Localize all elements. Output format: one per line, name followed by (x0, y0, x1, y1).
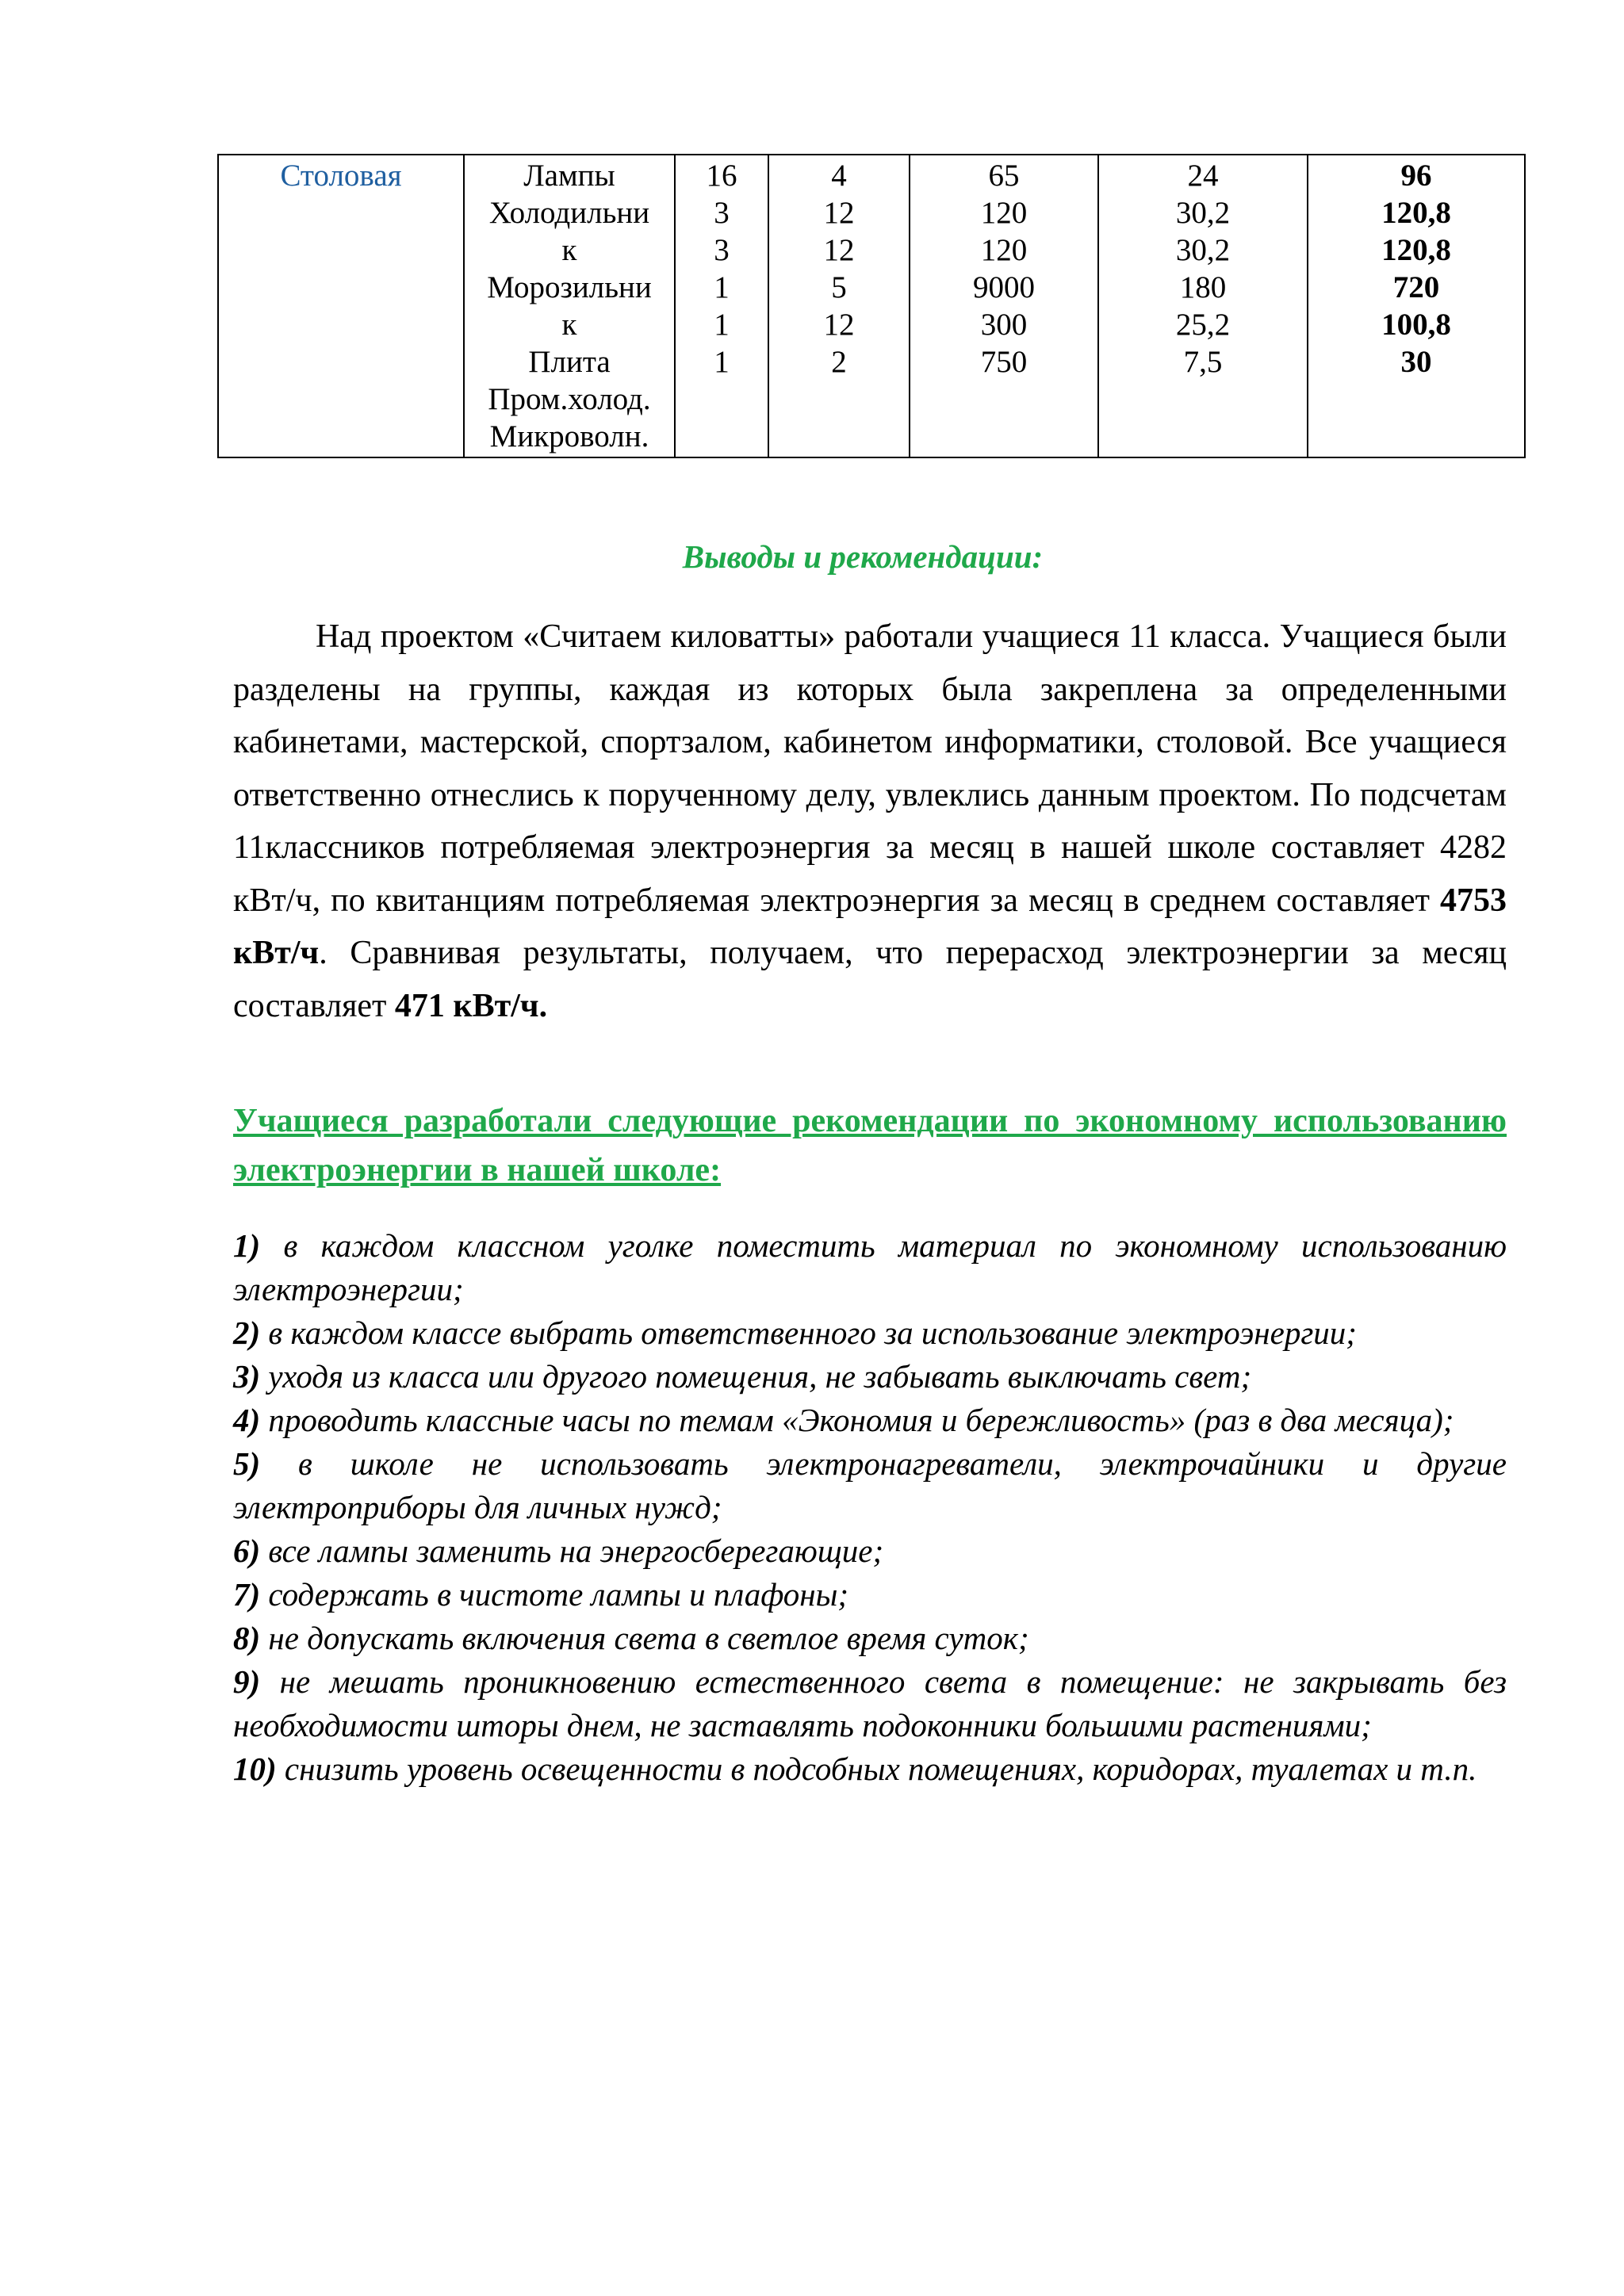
daily-value: 30,2 (1175, 233, 1231, 267)
summary-bold-value: 471 кВт/ч. (394, 987, 548, 1024)
item-text: в каждом классе выбрать ответственного за использование электроэнергии; (260, 1314, 1357, 1351)
list-item (233, 1617, 1507, 1660)
item-text: уходя из класса или другого помещения, не забывать выключать свет; (260, 1358, 1252, 1395)
daily-value: 180 (1179, 270, 1227, 304)
device-name: к (561, 308, 577, 342)
power-value: 300 (980, 308, 1028, 342)
hours-value: 5 (831, 270, 847, 304)
device-name: Лампы (523, 159, 615, 193)
list-item (233, 1311, 1507, 1355)
summary-text: . Сравнивая результаты, получаем, что перерасход электроэнергии за месяц составляет (233, 935, 1507, 1024)
daily-cell (1098, 155, 1308, 457)
total-value: 96 (1400, 159, 1432, 193)
list-item (233, 1660, 1507, 1747)
summary-text: Над проектом «Считаем киловатты» работали учащиеся 11 класса. Учащиеся были разделены на группы, каждая из которых была закреплена за определенными кабинетами, мастерской, спортзалом, кабинетом информатики, столовой. Все учащиеся ответственно отнеслись к порученному делу, увлеклись данным проектом. По подсчетам 11классников потребляемая электроэнергия за месяц в нашей школе составляет 4282 кВт/ч, по квитанциям потребляемая электроэнергия за месяц в среднем составляет (233, 618, 1507, 919)
daily-value: 7,5 (1183, 345, 1223, 379)
power-value: 120 (980, 196, 1028, 230)
item-number: 8) (233, 1620, 261, 1656)
recommendations-list (233, 1224, 1507, 1791)
count-value: 3 (714, 196, 730, 230)
summary-paragraph (233, 610, 1507, 1032)
daily-value: 30,2 (1175, 196, 1231, 230)
hours-value: 2 (831, 345, 847, 379)
count-value: 1 (714, 308, 730, 342)
hours-value: 4 (831, 159, 847, 193)
count-cell (675, 155, 768, 457)
room-name: Столовая (280, 159, 402, 193)
device-name: Холодильни (488, 196, 650, 230)
item-number: 6) (233, 1533, 261, 1569)
power-value: 65 (988, 159, 1020, 193)
item-text: в школе не использовать электронагреватели, электрочайники и другие электроприборы для личных нужд; (233, 1445, 1507, 1525)
hours-cell (768, 155, 910, 457)
count-value: 3 (714, 233, 730, 267)
power-value: 750 (980, 345, 1028, 379)
item-text: снизить уровень освещенности в подсобных помещениях, коридорах, туалетах и т.п. (276, 1751, 1477, 1787)
device-name: Морозильни (487, 270, 652, 304)
total-value: 720 (1392, 270, 1440, 304)
item-number: 4) (233, 1402, 261, 1438)
room-cell (218, 155, 464, 457)
item-text: не допускать включения света в светлое время суток; (260, 1620, 1029, 1656)
summary-bold-value: 4753 кВт/ч (233, 882, 1507, 971)
list-item (233, 1224, 1507, 1311)
item-number: 3) (233, 1358, 261, 1395)
total-value: 30 (1400, 345, 1432, 379)
power-value: 120 (980, 233, 1028, 267)
total-value: 120,8 (1381, 196, 1451, 230)
power-cell (910, 155, 1098, 457)
hours-value: 12 (823, 233, 855, 267)
item-text: проводить классные часы по темам «Экономия и бережливость» (раз в два месяца); (260, 1402, 1454, 1438)
total-cell (1308, 155, 1525, 457)
device-name: Микроволн. (489, 419, 649, 453)
daily-value: 24 (1187, 159, 1219, 193)
device-name: к (561, 233, 577, 267)
list-item (233, 1573, 1507, 1617)
item-number: 7) (233, 1576, 261, 1613)
list-item (233, 1355, 1507, 1399)
item-text: все лампы заменить на энергосберегающие; (260, 1533, 884, 1569)
count-value: 16 (706, 159, 737, 193)
list-item (233, 1399, 1507, 1442)
total-value: 120,8 (1381, 233, 1451, 267)
hours-value: 12 (823, 196, 855, 230)
item-number: 5) (233, 1445, 261, 1482)
list-item (233, 1529, 1507, 1573)
hours-value: 12 (823, 308, 855, 342)
item-text: содержать в чистоте лампы и плафоны; (260, 1576, 849, 1613)
device-name: Пром.холод. (488, 382, 651, 416)
count-value: 1 (714, 270, 730, 304)
total-value: 100,8 (1381, 308, 1451, 342)
table-row (218, 155, 1525, 457)
item-number: 10) (233, 1751, 277, 1787)
item-number: 9) (233, 1663, 261, 1700)
item-text: не мешать проникновению естественного света в помещение: не закрывать без необходимости шторы днем, не заставлять подоконники большими растениями; (233, 1663, 1507, 1743)
daily-value: 25,2 (1175, 308, 1231, 342)
conclusions-heading: Выводы и рекомендации: (682, 538, 1044, 575)
item-text: в каждом классном уголке поместить материал по экономному использованию электроэнергии; (233, 1227, 1507, 1307)
list-item (233, 1747, 1507, 1791)
count-value: 1 (714, 345, 730, 379)
devices-cell (464, 155, 675, 457)
list-item (233, 1442, 1507, 1529)
recommendations-heading: Учащиеся разработали следующие рекомендации по экономному использованию электроэнергии в нашей школе: (233, 1103, 1507, 1188)
device-name: Плита (528, 345, 611, 379)
power-value: 9000 (973, 270, 1035, 304)
item-number: 2) (233, 1314, 261, 1351)
energy-table (217, 154, 1526, 458)
item-number: 1) (233, 1227, 261, 1264)
